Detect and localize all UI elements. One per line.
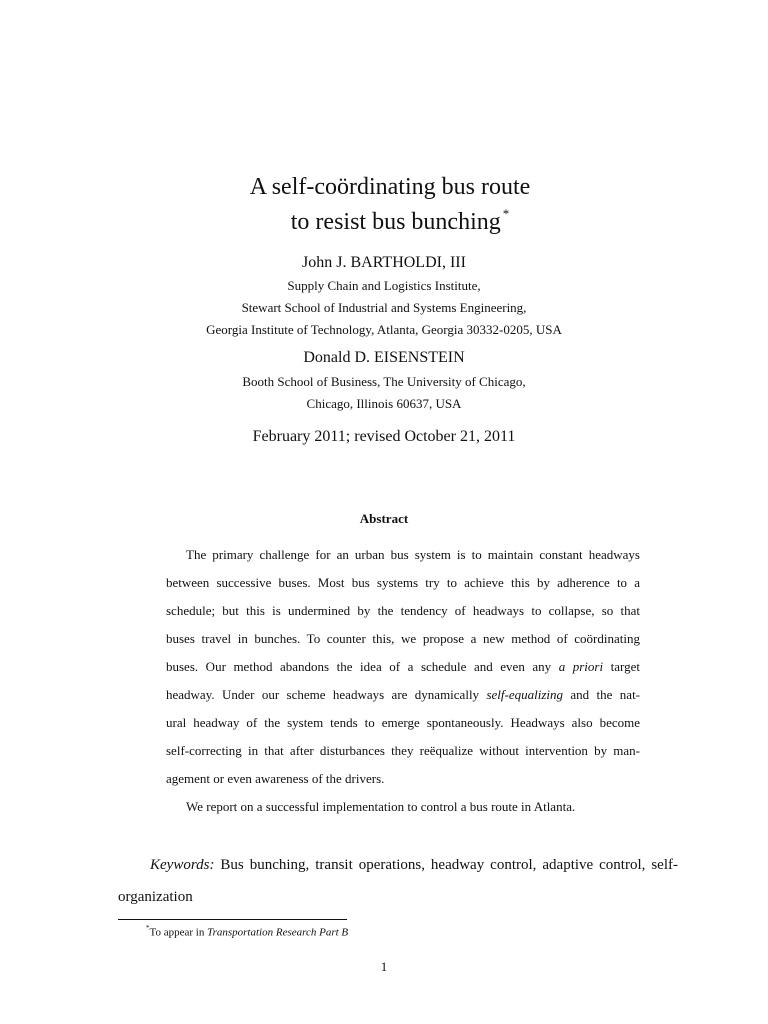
abstract-italic-self-equalizing: self-equalizing bbox=[486, 687, 563, 702]
abstract-line-6-text: headway. Under our scheme headways are dynamically bbox=[166, 687, 480, 702]
abstract-line-3: schedule; but this is undermined by the tendency of headways to collapse, so that bbox=[166, 603, 640, 618]
author-2-affiliation-line-1: Booth School of Business, The University of Chicago, bbox=[242, 374, 526, 389]
page-number: 1 bbox=[380, 959, 388, 974]
abstract-line-6-tail: and the nat- bbox=[570, 687, 641, 702]
author-name-1: John J. BARTHOLDI, III bbox=[302, 254, 466, 271]
keywords-line-2: organization bbox=[118, 889, 193, 905]
author-1-affiliation-line-3: Georgia Institute of Technology, Atlanta, Georgia 30332-0205, USA bbox=[206, 322, 562, 337]
abstract-line-5-text: buses. Our method abandons the idea of a schedule and even any bbox=[166, 659, 552, 674]
author-2-affiliation-line-2: Chicago, Illinois 60637, USA bbox=[306, 396, 462, 411]
abstract-line-5 bbox=[166, 659, 640, 675]
footnote-journal: Transportation Research Part B bbox=[207, 926, 349, 939]
abstract-line-2: between successive buses. Most bus systems try to achieve this by adherence to a bbox=[166, 575, 640, 590]
abstract-line-6 bbox=[166, 687, 640, 703]
footnote bbox=[146, 922, 348, 940]
footnote-mark: * bbox=[146, 924, 150, 932]
title-footnote-mark: * bbox=[502, 206, 510, 221]
keywords-label: Keywords: bbox=[150, 857, 215, 873]
footnote-prefix: To appear in bbox=[149, 926, 205, 939]
abstract-line-9: agement or even awareness of the drivers. bbox=[166, 771, 385, 786]
abstract-line-5-tail: target bbox=[610, 659, 640, 674]
author-1-affiliation-line-1: Supply Chain and Logistics Institute, bbox=[287, 278, 481, 293]
keywords-line-1 bbox=[150, 856, 678, 874]
paper-title-line-1: A self-coördinating bus route bbox=[249, 174, 531, 200]
abstract-heading: Abstract bbox=[359, 511, 409, 526]
abstract-line-4: buses travel in bunches. To counter this, we propose a new method of coördinating bbox=[166, 631, 640, 646]
author-1-affiliation-line-2: Stewart School of Industrial and Systems Engineering, bbox=[241, 300, 527, 315]
paper-title-line-2 bbox=[16, 201, 768, 237]
abstract-line-7: ural headway of the system tends to emerge spontaneously. Headways also become bbox=[166, 715, 640, 730]
footnote-rule bbox=[118, 919, 347, 920]
author-name-2: Donald D. EISENSTEIN bbox=[303, 349, 465, 366]
keywords-text-1: Bus bunching, transit operations, headway control, adaptive control, self- bbox=[220, 857, 679, 873]
abstract-paragraph-2: We report on a successful implementation to control a bus route in Atlanta. bbox=[186, 799, 576, 814]
abstract-line-8: self-correcting in that after disturbances they reëqualize without intervention by man- bbox=[166, 743, 640, 758]
abstract-italic-a-priori: a priori bbox=[558, 659, 604, 674]
paper-title-line-2-text: to resist bus bunching bbox=[290, 209, 501, 235]
abstract-line-1: The primary challenge for an urban bus system is to maintain constant headways bbox=[186, 547, 640, 562]
paper-date: February 2011; revised October 21, 2011 bbox=[252, 428, 516, 445]
